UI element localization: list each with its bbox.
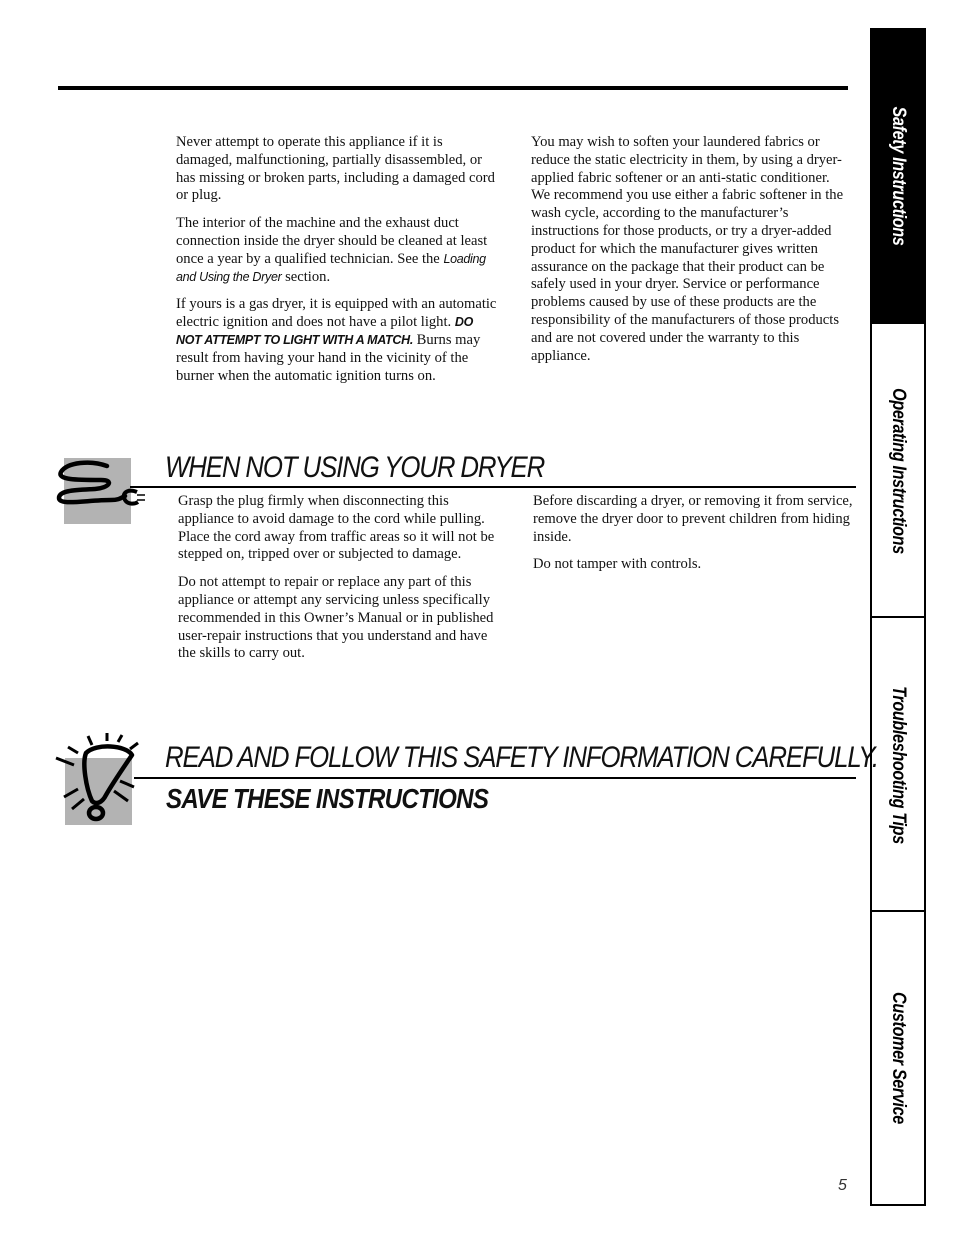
tab-operating-instructions[interactable] [872, 324, 924, 618]
section-rule [130, 486, 856, 488]
text-column-right [531, 134, 851, 375]
paragraph [178, 574, 498, 663]
paragraph [176, 134, 498, 205]
section-heading-safety-information: READ AND FOLLOW THIS SAFETY INFORMATION CAREFULLY. [165, 741, 878, 774]
paragraph [533, 556, 853, 574]
section-reference: Loading and Using the Dryer [176, 251, 486, 284]
section-rule [134, 777, 856, 779]
tab-label: Troubleshooting Tips [888, 686, 909, 844]
paragraph-text: Grasp the plug firmly when disconnecting this appliance to avoid damage to the cord while pulling. Place the cord away from traffic areas so it will not be stepped on, tripped over or subjected to damage. [178, 493, 495, 563]
power-plug-icon [55, 458, 147, 528]
top-rule [58, 86, 848, 90]
tab-label: Customer Service [888, 992, 909, 1124]
text-column-right [533, 493, 853, 584]
section-heading-when-not-using: WHEN NOT USING YOUR DRYER [165, 451, 545, 484]
paragraph-text: section. [281, 268, 331, 285]
text-column-left [176, 134, 498, 395]
paragraph-text: Do not tamper with controls. [533, 556, 702, 573]
tab-label: Operating Instructions [888, 388, 909, 554]
paragraph [531, 134, 851, 365]
paragraph-text: The interior of the machine and the exhaust duct connection inside the dryer should be cleaned at least once a year by a qualified technician. See the [176, 215, 488, 267]
tab-safety-instructions[interactable] [872, 28, 924, 324]
section-heading-save-instructions: SAVE THESE INSTRUCTIONS [166, 783, 489, 814]
warning-text: DO NOT ATTEMPT TO LIGHT WITH A MATCH. [176, 315, 473, 347]
paragraph-text: Do not attempt to repair or replace any part of this appliance or attempt any servicing unless specifically recommended in this Owner’s Manual or in published user-repair instructions that you understand and have the skills to carry out. [178, 574, 494, 662]
paragraph-text: You may wish to soften your laundered fabrics or reduce the static electricity in them, by using a dryer-applied fabric softener or an anti-static conditioner. We recommend you use either a fabric softener in the wash cycle, according to the manufacturer’s instructions for those products, or try a dryer-added product for which the manufacturer gives written assurance on the package that their product can be safely used in your dryer. Service or performance problems caused by use of these products are the responsibility of the manufacturers of those products and are not covered under the warranty to this appliance. [531, 134, 844, 364]
paragraph-text: Before discarding a dryer, or removing it from service, remove the dryer door to prevent children from hiding inside. [533, 493, 853, 545]
page-number: 5 [838, 1177, 847, 1194]
text-column-left [178, 493, 498, 673]
paragraph-text: If yours is a gas dryer, it is equipped with an automatic electric ignition and does not have a pilot light. [176, 296, 497, 331]
paragraph [176, 215, 498, 286]
paragraph [178, 493, 498, 564]
paragraph [176, 296, 498, 385]
paragraph [533, 493, 853, 546]
tab-label: Safety Instructions [888, 106, 909, 246]
section-tabs [870, 28, 926, 1206]
paragraph-text: Never attempt to operate this appliance if it is damaged, malfunctioning, partially disassembled, or has missing or broken parts, including a damaged cord or plug. [176, 134, 495, 204]
exclamation-warning-icon [52, 733, 152, 828]
tab-troubleshooting-tips[interactable] [872, 618, 924, 912]
tab-customer-service[interactable] [872, 912, 924, 1204]
paragraph-text: Burns may result from having your hand in the vicinity of the burner when the automatic ignition turns on. [176, 331, 481, 384]
